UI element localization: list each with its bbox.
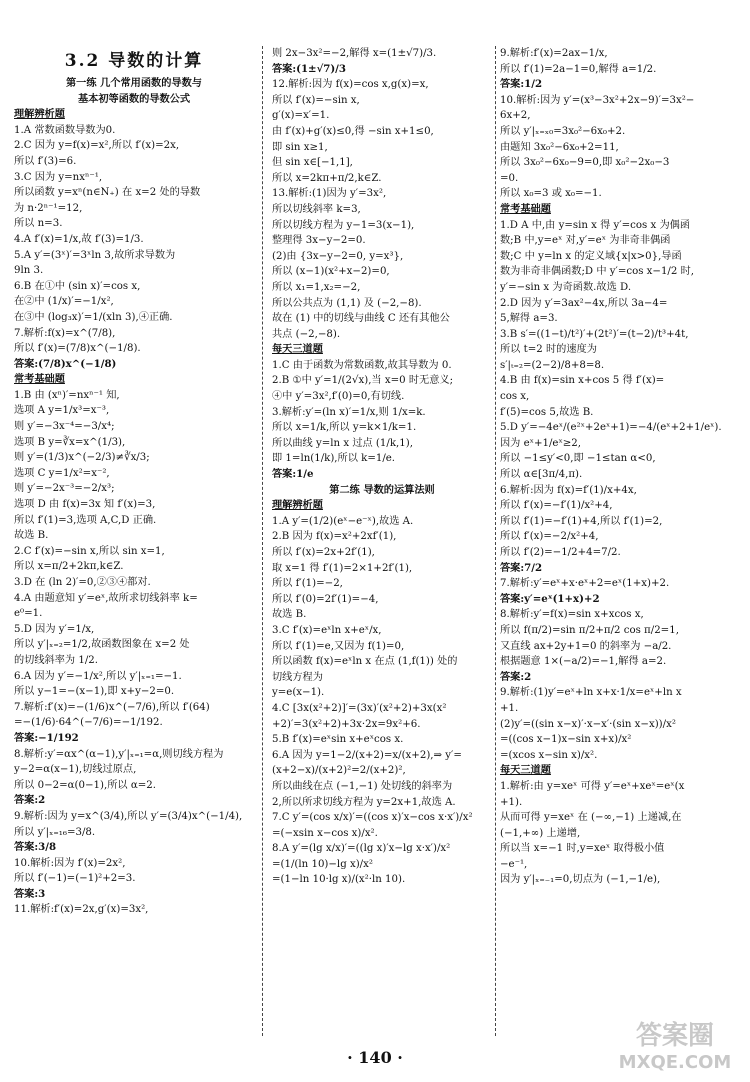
text-line: 则 2x−3x²=−2,解得 x=(1±√7)/3. [272, 48, 437, 59]
text-line: 所以 f′(1)=3,选项 A,C,D 正确. [14, 514, 157, 526]
text-line: =0. [500, 172, 519, 184]
text-line: 所以 f′(−1)=(−1)²+2=3. [14, 873, 136, 885]
text-line: 答案:(1±√7)/3 [272, 62, 346, 75]
text-line: 6x+2, [500, 110, 531, 122]
column-left-lines [14, 76, 254, 918]
text-line: (2)由 {3x−y−2=0, y=x³}, [272, 250, 404, 262]
text-line: 则 y′=(1/3)x^(−2/3)≠∛x/3; [14, 452, 150, 464]
text-line: (−1,+∞) 上递增, [500, 827, 581, 839]
text-line: 9.解析:(1)y′=eˣ+ln x+x·1/x=eˣ+ln x [500, 687, 682, 699]
svg-text:答案圈: 答案圈 [635, 1021, 715, 1051]
text-line: 所以 3x₀²−6x₀−9=0,即 x₀²−2x₀−3 [500, 157, 670, 169]
text-line: 所以 f′(1)=−f′(1)+4,所以 f′(1)=2, [500, 515, 663, 527]
text-line: 8.解析:y′=αx^(α−1),y′|ₓ₌₁=α,则切线方程为 [14, 748, 224, 760]
section-heading: 常考基础题 [14, 373, 65, 386]
section-heading: 常考基础题 [500, 202, 551, 215]
text-line: 1.D A 中,由 y=sin x 得 y′=cos x 为偶函 [500, 219, 691, 231]
text-line: g′(x)=x′=1. [272, 110, 330, 122]
text-line: 所以 x=π/2+2kπ,k∈Z. [14, 561, 124, 573]
watermark-logo-icon [612, 1016, 738, 1074]
text-line: cos x, [500, 391, 530, 403]
text-line: y=e(x−1). [272, 687, 325, 699]
text-line: =((cos x−1)x−sin x+x)/x² [500, 734, 632, 746]
text-line: −e⁻¹, [500, 858, 528, 870]
text-line: 切线方程为 [272, 671, 323, 683]
text-line: 所以 y′|ₓ₌₂=1/2,故函数图象在 x=2 处 [14, 639, 190, 651]
text-line: 6.A 因为 y′=−1/x²,所以 y′|ₓ₌₁=−1. [14, 670, 182, 682]
text-line: 所以 f′(2)=−1/2+4=7/2. [500, 547, 621, 558]
text-line: 所以 x=2kπ+π/2,k∈Z. [272, 172, 382, 184]
text-line: 整理得 3x−y−2=0. [272, 235, 366, 247]
column-left [14, 46, 254, 918]
text-line: 所以公共点为 (1,1) 及 (−2,−8). [272, 297, 422, 309]
text-line: e⁰=1. [14, 608, 43, 620]
text-line: 所以函数 f(x)=eˣln x 在点 (1,f(1)) 处的 [272, 656, 458, 668]
text-line: 故选 B. [14, 530, 49, 542]
text-line: 共点 (−2,−8). [272, 328, 341, 340]
text-line: 故选 B. [272, 609, 307, 621]
text-line: 3.C 因为 y=nxⁿ⁻¹, [14, 171, 103, 183]
text-line: 所以函数 y=xⁿ(n∈N₊) 在 x=2 处的导数 [14, 187, 201, 199]
text-line: +1. [500, 702, 519, 714]
svg-text:MXQE.COM: MXQE.COM [618, 1052, 732, 1073]
text-line: 3.解析:y′=(ln x)′=1/x,则 1/x=k. [272, 406, 426, 418]
text-line: 9.解析:f′(x)=2ax−1/x, [500, 48, 608, 59]
text-line: 13.解析:(1)因为 y′=3x², [272, 188, 387, 200]
page-title: 3.2 导数的计算 [64, 51, 204, 71]
text-line: 1.解析:由 y=xeˣ 可得 y′=eˣ+xeˣ=eˣ(x [500, 780, 685, 792]
text-line: y−2=α(x−1),切线过原点, [14, 764, 137, 776]
section-heading: 每天三道题 [500, 764, 551, 777]
text-line: 2,所以所求切线方程为 y=2x+1,故选 A. [272, 796, 456, 808]
text-line: 4.B 由 f(x)=sin x+cos 5 得 f′(x)= [500, 375, 665, 387]
text-line: 所以曲线在点 (−1,−1) 处切线的斜率为 [272, 780, 453, 792]
text-line: 所以 x=1/k,所以 y=k×1/k=1. [272, 422, 417, 434]
text-line: +1). [500, 796, 523, 808]
lesson-heading: 第一练 几个常用函数的导数与 [66, 77, 202, 89]
text-line: 选项 C y=1/x²=x⁻², [14, 467, 110, 479]
text-line: 即 1=ln(1/k),所以 k=1/e. [272, 453, 396, 465]
text-line: 2.C 因为 y=f(x)=x²,所以 f′(x)=2x, [14, 140, 180, 152]
text-line: 所以 −1≤y′<0,即 −1≤tan α<0, [500, 453, 656, 465]
text-line: 9.解析:因为 y=x^(3/4),所以 y′=(3/4)x^(−1/4), [14, 810, 243, 822]
text-line: 但 sin x∈[−1,1], [272, 157, 353, 169]
text-line: 4.A f′(x)=1/x,故 f′(3)=1/3. [14, 233, 144, 245]
text-line: 6.解析:因为 f(x)=f′(1)/x+4x, [500, 484, 637, 496]
text-line: =(1/(ln 10)−lg x)/x² [272, 858, 373, 870]
text-line: 所以 n=3. [14, 218, 63, 230]
text-line: 所以曲线 y=ln x 过点 (1/k,1), [272, 437, 413, 449]
text-line: 7.解析:f′(x)=−(1/6)x^(−7/6),所以 f′(64) [14, 701, 210, 713]
text-line: 2.C f′(x)=−sin x,所以 sin x=1, [14, 545, 165, 557]
text-line: 5.A y′=(3ˣ)′=3ˣln 3,故所求导数为 [14, 249, 176, 261]
text-line: 6.B 在①中 (sin x)′=cos x, [14, 280, 141, 292]
text-line: 数为非奇非偶函数;D 中 y′=cos x−1/2 时, [500, 266, 695, 278]
text-line: 所以切线方程为 y−1=3(x−1), [272, 219, 415, 231]
text-line: 所以 x₀=3 或 x₀=−1. [500, 188, 602, 200]
text-line: 在②中 (1/x)′=−1/x², [14, 296, 114, 308]
text-line: 因为 y′|ₓ₌₋₁=0,切点为 (−1,−1/e), [500, 874, 661, 886]
column-middle [272, 46, 492, 888]
column-divider [262, 46, 263, 1036]
text-line: 12.解析:因为 f(x)=cos x,g(x)=x, [272, 79, 429, 91]
text-line: 则 y′=−2x⁻³=−2/x³; [14, 483, 115, 495]
text-line: (2)y′=((sin x−x)′·x−x′·(sin x−x))/x² [500, 718, 676, 730]
text-line: 8.A y′=(lg x/x)′=((lg x)′x−lg x·x′)/x² [272, 843, 451, 855]
text-line: 由 f′(x)+g′(x)≤0,得 −sin x+1≤0, [272, 125, 434, 137]
text-line: 9ln 3. [14, 265, 44, 277]
text-line: =(1−ln 10·lg x)/(x²·ln 10). [272, 874, 406, 886]
text-line: ④中 y′=3x²,f′(0)=0,有切线. [272, 391, 405, 403]
text-line: 4.A 由题意知 y′=eˣ,故所求切线斜率 k= [14, 592, 198, 604]
text-line: 3.B s′=((1−t)/t²)′+(2t²)′=(t−2)/t³+4t, [500, 328, 689, 340]
text-line: 数;C 中 y=ln x 的定义域{x|x>0},导函 [500, 250, 682, 262]
text-line: 所以 f(π/2)=sin π/2+π/2 cos π/2=1, [500, 624, 679, 636]
text-line: 答案:(7/8)x^(−1/8) [14, 357, 117, 370]
text-line: 1.C 由于函数为常数函数,故其导数为 0. [272, 359, 452, 371]
text-line: 故在 (1) 中的切线与曲线 C 还有其他公 [272, 313, 450, 325]
text-line: 答案:y′=eˣ(1+x)+2 [500, 592, 600, 605]
text-line: =−(1/6)·64^(−7/6)=−1/192. [14, 717, 163, 729]
text-line: 在③中 (log₃x)′=1/(xln 3),④正确. [14, 311, 173, 323]
text-line: 4.C [3x(x²+2)]′=(3x)′(x²+2)+3x(x² [272, 702, 447, 714]
text-line: 答案:2 [14, 794, 46, 807]
text-line: 即 sin x≥1, [272, 141, 328, 153]
text-line: 取 x=1 得 f′(1)=2×1+2f′(1), [272, 562, 413, 574]
text-line: 答案:1/2 [500, 78, 543, 91]
text-line: y′=−sin x 为奇函数.故选 D. [500, 281, 632, 293]
text-line: 选项 D 由 f(x)=3x 知 f′(x)=3, [14, 499, 156, 511]
text-line: 又直线 ax+2y+1=0 的斜率为 −a/2. [500, 640, 672, 652]
text-line: 所以切线斜率 k=3, [272, 203, 361, 215]
text-line: 答案:3 [14, 887, 46, 900]
text-line: 所以 f′(1)=−2, [272, 578, 343, 590]
section-heading: 理解辨析题 [14, 108, 65, 121]
text-line: 从而可得 y=xeˣ 在 (−∞,−1) 上递减,在 [500, 812, 682, 824]
text-line: 10.解析:因为 y′=(x³−3x²+2x−9)′=3x²− [500, 94, 695, 106]
text-line: 答案:7/2 [500, 561, 543, 574]
text-line: 所以 f′(3)=6. [14, 155, 77, 167]
text-line: 5,解得 a=3. [500, 313, 558, 325]
text-line: 所以 y′|ₓ₌ₓ₀=3x₀²−6x₀+2. [500, 125, 626, 137]
text-line: 7.解析:y′=eˣ+x·eˣ+2=eˣ(1+x)+2. [500, 578, 670, 590]
text-line: 所以当 x=−1 时,y=xeˣ 取得极小值 [500, 843, 665, 855]
text-line: 所以 y′|ₓ₌₁₆=3/8. [14, 826, 96, 838]
text-line: 1.B 由 (xⁿ)′=nxⁿ⁻¹ 知, [14, 389, 120, 401]
text-line: 为 n·2ⁿ⁻¹=12, [14, 202, 83, 214]
section-heading: 每天三道题 [272, 343, 323, 356]
text-line: 所以 f′(x)=−2/x²+4, [500, 531, 599, 543]
text-line: 10.解析:因为 f′(x)=2x², [14, 857, 126, 869]
text-line: 根据题意 1×(−a/2)=−1,解得 a=2. [500, 656, 667, 668]
text-line: 7.C y′=(cos x/x)′=((cos x)′x−cos x·x′)/x² [272, 812, 473, 824]
text-line: 1.A 常数函数导数为0. [14, 124, 116, 136]
text-line: 所以 t=2 时的速度为 [500, 344, 597, 356]
text-line: (x+2−x)/(x+2)²=2/(x+2)², [272, 765, 406, 777]
page-number: · 140 · [347, 1048, 403, 1067]
column-middle-lines [272, 46, 492, 888]
lesson-heading: 第二练 导数的运算法则 [329, 483, 435, 496]
column-right-lines [500, 46, 738, 888]
text-line: 所以 (x−1)(x²+x−2)=0, [272, 266, 390, 278]
text-line: 5.D y′=−4eˣ/(e²ˣ+2eˣ+1)=−4/(eˣ+2+1/eˣ). [500, 422, 722, 434]
text-line: 11.解析:f′(x)=2x,g′(x)=3x², [14, 904, 149, 916]
text-line: 8.解析:y′=f(x)=sin x+xcos x, [500, 609, 644, 621]
text-line: 答案:−1/192 [14, 731, 79, 744]
text-line: 所以 0−2=α(0−1),所以 α=2. [14, 779, 156, 791]
text-line: 由题知 3x₀²−6x₀+2=11, [500, 141, 619, 153]
column-right [500, 46, 738, 888]
text-line: 所以 f′(x)=−f′(1)/x²+4, [500, 500, 613, 512]
text-line: 3.C f′(x)=eˣln x+eˣ/x, [272, 624, 382, 636]
text-line: +2)′=3(x²+2)+3x·2x=9x²+6. [272, 718, 421, 730]
text-line: 所以 f′(x)=2x+2f′(1), [272, 547, 375, 558]
text-line: 所以 f′(0)=2f′(1)=−4, [272, 593, 379, 605]
section-heading: 理解辨析题 [272, 499, 323, 512]
lesson-heading: 基本初等函数的导数公式 [77, 92, 191, 105]
text-line: 数;B 中,y=eˣ 对,y′=eˣ 为非奇非偶函 [500, 235, 671, 247]
text-line: s′|ₜ₌₂=(2−2)/8+8=8. [500, 359, 605, 371]
column-divider [495, 46, 496, 1036]
text-line: 2.B 因为 f(x)=x²+2xf′(1), [272, 531, 397, 543]
text-line: 所以 f′(1)=e,又因为 f(1)=0, [272, 640, 405, 652]
text-line: 5.B f′(x)=eˣsin x+eˣcos x. [272, 734, 404, 746]
text-line: 所以 α∈[3π/4,π). [500, 469, 583, 481]
text-line: 选项 A y=1/x³=x⁻³, [14, 405, 110, 417]
text-line: 所以 f′(x)=−sin x, [272, 94, 360, 106]
text-line: 6.A 因为 y=1−2/(x+2)=x/(x+2),⇒ y′= [272, 749, 462, 761]
text-line: 则 y′=−3x⁻⁴=−3/x⁴; [14, 421, 115, 433]
text-line: =(−xsin x−cos x)/x². [272, 827, 378, 839]
text-line: 1.A y′=(1/2)(eˣ−e⁻ˣ),故选 A. [272, 515, 414, 527]
text-line: 5.D 因为 y′=1/x, [14, 623, 95, 635]
text-line: f′(5)=cos 5,故选 B. [500, 406, 594, 418]
text-line: 所以 x₁=1,x₂=−2, [272, 281, 361, 293]
text-line: 选项 B y=∛x=x^(1/3), [14, 436, 126, 448]
text-line: 答案:1/e [272, 468, 314, 481]
text-line: 2.D 因为 y′=3ax²−4x,所以 3a−4= [500, 297, 668, 309]
text-line: 2.B ①中 y′=1/(2√x),当 x=0 时无意义; [272, 375, 454, 387]
text-line: 答案:3/8 [14, 841, 57, 854]
text-line: 的切线斜率为 1/2. [14, 654, 98, 666]
text-line: 答案:2 [500, 670, 532, 683]
text-line: 所以 f′(x)=(7/8)x^(−1/8). [14, 343, 141, 355]
text-line: 所以 f′(1)=2a−1=0,解得 a=1/2. [500, 63, 657, 75]
text-line: 所以 y−1=−(x−1),即 x+y−2=0. [14, 686, 175, 698]
text-line: 7.解析:f(x)=x^(7/8), [14, 327, 116, 339]
text-line: 3.D 在 (ln 2)′=0,②③④都对. [14, 577, 151, 588]
text-line: =(xcos x−sin x)/x². [500, 749, 598, 761]
text-line: 因为 eˣ+1/eˣ≥2, [500, 437, 582, 449]
